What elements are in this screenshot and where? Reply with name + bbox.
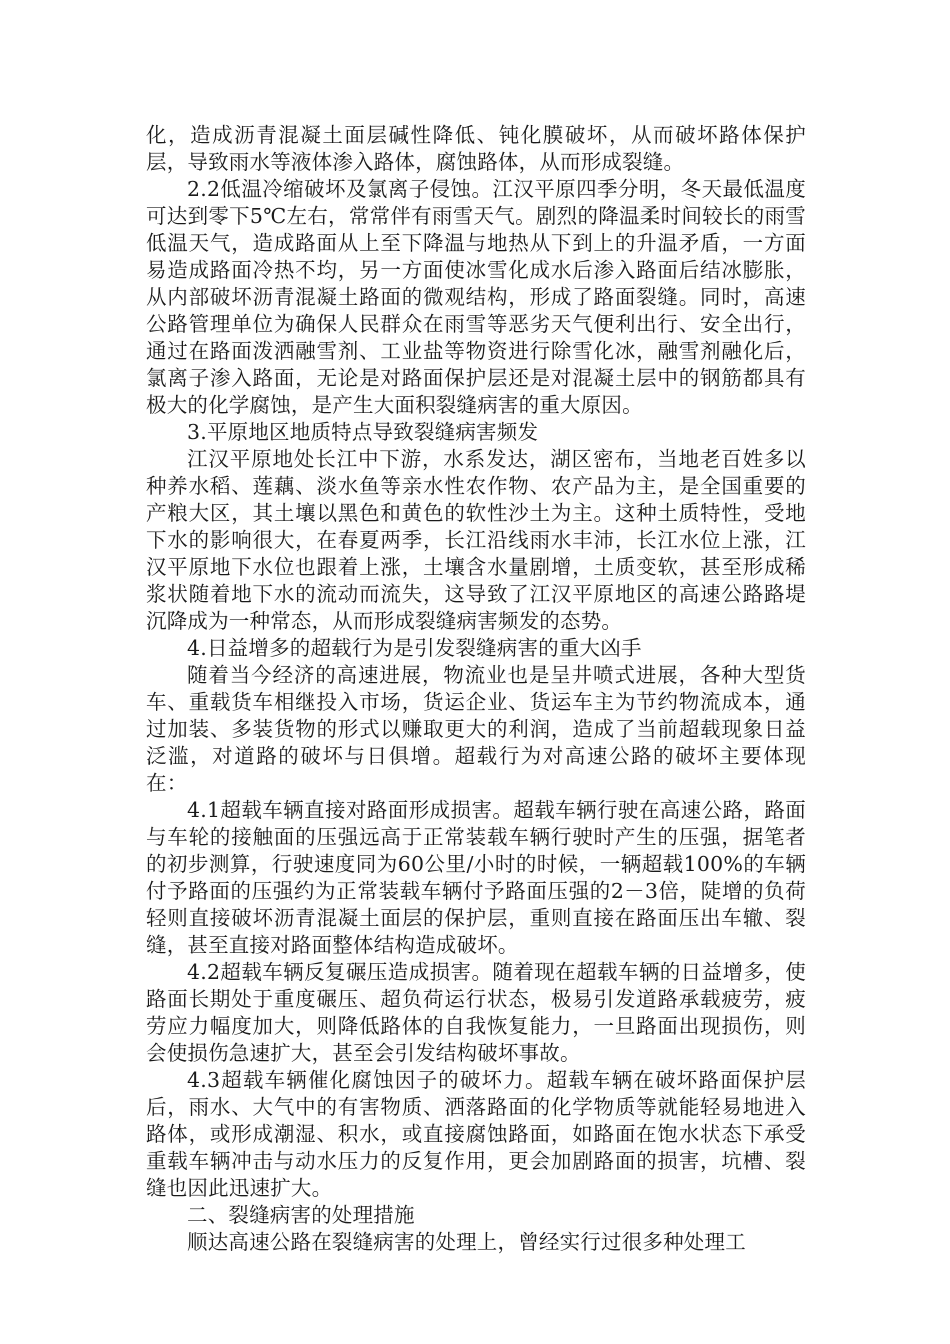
paragraph-4-1: 4.1超载车辆直接对路面形成损害。超载车辆行驶在高速公路，路面与车轮的接触面的压强远高于正常装载车辆行驶时产生的压强，据笔者的初步测算，行驶速度同为60公里/小时的时候，一辆超载100%的车辆付予路面的压强约为正常装载车辆付予路面压强的2－3倍，陡增的负荷轻则直接破坏沥青混凝土面层的保护层，重则直接在路面压出车辙、裂缝，甚至直接对路面整体结构造成破坏。 xyxy=(146,798,806,957)
paragraph-4-body: 随着当今经济的高速进展，物流业也是呈井喷式进展，各种大型货车、重载货车相继投入市场，货运企业、货运车主为节约物流成本，通过加装、多装货物的形式以赚取更大的利润，造成了当前超载现象日益泛滥，对道路的破坏与日俱增。超载行为对高速公路的破坏主要体现在： xyxy=(146,663,806,795)
paragraph-4-3: 4.3超载车辆催化腐蚀因子的破坏力。超载车辆在破坏路面保护层后，雨水、大气中的有害物质、洒落路面的化学物质等就能轻易地进入路体，或形成潮湿、积水，或直接腐蚀路面，如路面在饱水状态下承受重载车辆冲击与动水压力的反复作用，更会加剧路面的损害，坑槽、裂缝也因此迅速扩大。 xyxy=(146,1068,806,1200)
paragraph-continuation: 化，造成沥青混凝土面层碱性降低、钝化膜破坏，从而破坏路体保护层，导致雨水等液体渗入路体，腐蚀路体，从而形成裂缝。 xyxy=(146,123,806,174)
document-body xyxy=(146,122,806,1256)
section-heading-4: 4.日益增多的超载行为是引发裂缝病害的重大凶手 xyxy=(187,636,642,660)
paragraph-3-body: 江汉平原地处长江中下游，水系发达，湖区密布，当地老百姓多以种养水稻、莲藕、淡水鱼等亲水性农作物、农产品为主，是全国重要的产粮大区，其土壤以黑色和黄色的软性沙土为主。这种土质特性，受地下水的影响很大，在春夏两季，长江沿线雨水丰沛，长江水位上涨，江汉平原地下水位也跟着上涨，土壤含水量剧增，土质变软，甚至形成稀浆状随着地下水的流动而流失，这导致了江汉平原地区的高速公路路堤沉降成为一种常态，从而形成裂缝病害频发的态势。 xyxy=(146,447,806,633)
paragraph-4-2: 4.2超载车辆反复碾压造成损害。随着现在超载车辆的日益增多，使路面长期处于重度碾压、超负荷运行状态，极易引发道路承载疲劳，疲劳应力幅度加大，则降低路体的自我恢复能力，一旦路面出现损伤，则会使损伤急速扩大，甚至会引发结构破坏事故。 xyxy=(146,960,806,1065)
paragraph-2-2: 2.2低温冷缩破坏及氯离子侵蚀。江汉平原四季分明，冬天最低温度可达到零下5℃左右，常常伴有雨雪天气。剧烈的降温柔时间较长的雨雪低温天气，造成路面从上至下降温与地热从下到上的升温矛盾，一方面易造成路面冷热不均，另一方面使冰雪化成水后渗入路面后结冰膨胀，从内部破坏沥青混凝土路面的微观结构，形成了路面裂缝。同时，高速公路管理单位为确保人民群众在雨雪等恶劣天气便利出行、安全出行，通过在路面泼洒融雪剂、工业盐等物资进行除雪化冰，融雪剂融化后，氯离子渗入路面，无论是对路面保护层还是对混凝土层中的钢筋都具有极大的化学腐蚀，是产生大面积裂缝病害的重大原因。 xyxy=(146,177,806,417)
paragraph-measures-body: 顺达高速公路在裂缝病害的处理上，曾经实行过很多种处理工 xyxy=(187,1230,746,1254)
section-heading-3: 3.平原地区地质特点导致裂缝病害频发 xyxy=(187,420,539,444)
section-heading-2-measures: 二、裂缝病害的处理措施 xyxy=(187,1203,415,1227)
